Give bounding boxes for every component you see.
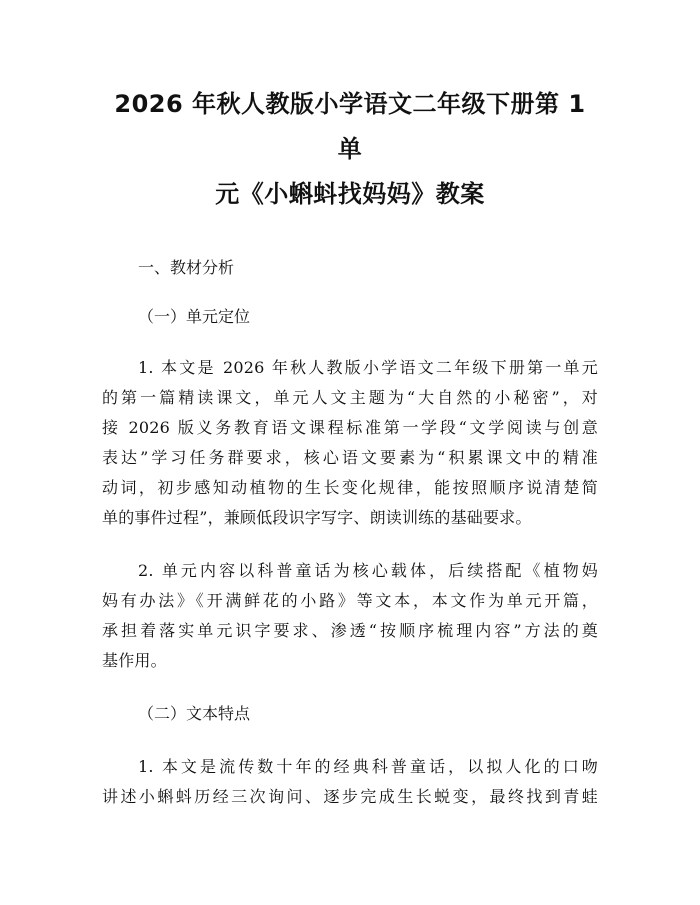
paragraph-line: 1. 本文是流传数十年的经典科普童话，以拟人化的口吻 — [138, 757, 598, 776]
paragraph-line: 动词，初步感知动植物的生长变化规律，能按照顺序说清楚简 — [102, 478, 598, 497]
title-line-2: 元《小蝌蚪找妈妈》教案 — [215, 180, 485, 208]
paragraph-line: 接 2026 版义务教育语文课程标准第一学段“文学阅读与创意 — [102, 418, 598, 437]
paragraph-line: 表达”学习任务群要求，核心语文要素为“积累课文中的精准 — [102, 448, 598, 467]
paragraph-unit-positioning-2 — [102, 556, 598, 676]
document-title — [102, 82, 598, 217]
paragraph-line: 妈有办法》《开满鲜花的小路》等文本，本文作为单元开篇， — [102, 591, 598, 610]
title-line-1: 2026 年秋人教版小学语文二年级下册第 1 单 — [114, 90, 586, 163]
subsection-heading-text-features: （二）文本特点 — [138, 704, 251, 723]
subsection-heading-unit-positioning: （一）单元定位 — [138, 307, 251, 326]
paragraph-unit-positioning-1 — [102, 353, 598, 533]
section-heading-textbook-analysis: 一、教材分析 — [138, 258, 235, 277]
paragraph-line: 承担着落实单元识字要求、渗透“按顺序梳理内容”方法的奠 — [102, 621, 598, 640]
paragraph-line: 的第一篇精读课文，单元人文主题为“大自然的小秘密”，对 — [102, 388, 598, 407]
paragraph-line: 1. 本文是 2026 年秋人教版小学语文二年级下册第一单元 — [138, 358, 598, 377]
paragraph-text-features-1 — [102, 752, 598, 812]
paragraph-line: 单的事件过程”，兼顾低段识字写字、朗读训练的基础要求。 — [102, 508, 532, 527]
paragraph-line: 讲述小蝌蚪历经三次询问、逐步完成生长蜕变，最终找到青蛙 — [102, 787, 598, 806]
paragraph-line: 2. 单元内容以科普童话为核心载体，后续搭配《植物妈 — [138, 561, 598, 580]
paragraph-line: 基作用。 — [102, 651, 167, 670]
